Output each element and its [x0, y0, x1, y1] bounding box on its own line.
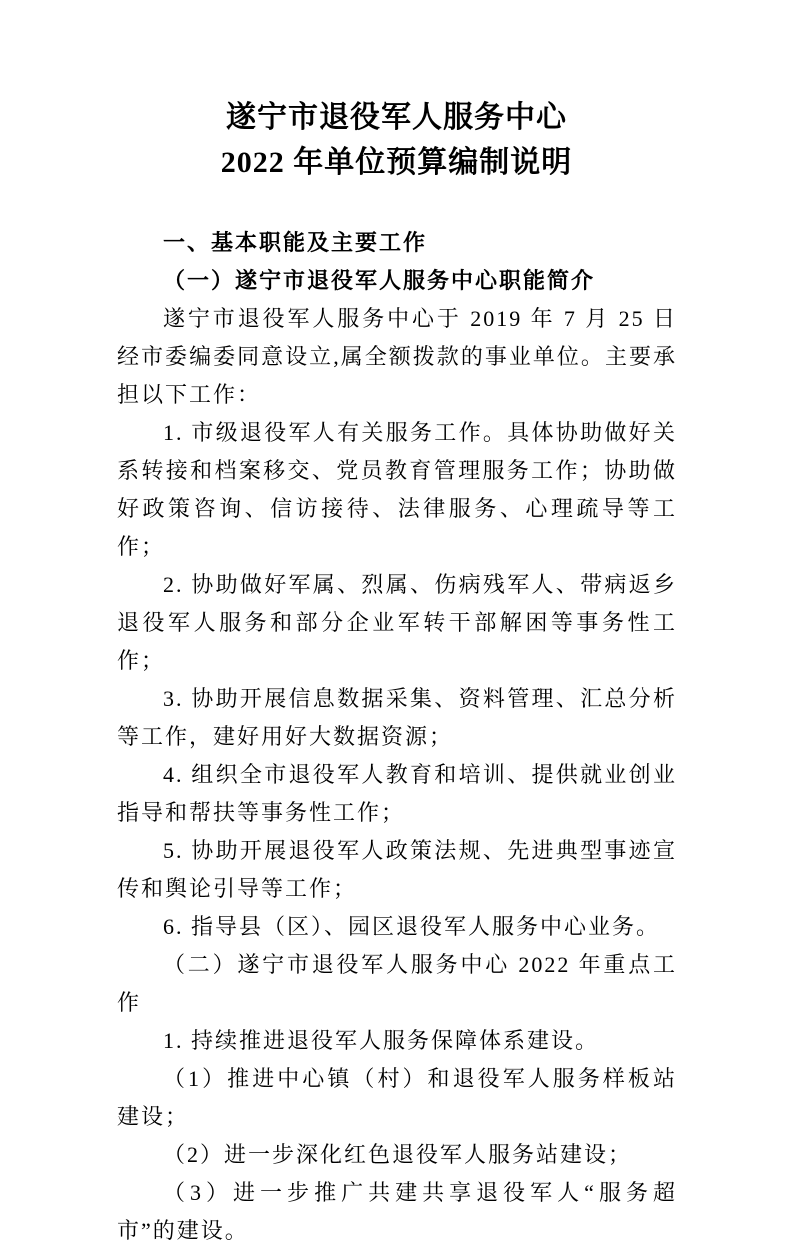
function-item-3: 3. 协助开展信息数据采集、资料管理、汇总分析等工作，建好用好大数据资源；	[117, 686, 677, 749]
document-body	[117, 224, 677, 1250]
document-title-line-1: 遂宁市退役军人服务中心	[226, 101, 567, 134]
function-item-5: 5. 协助开展退役军人政策法规、先进典型事迹宣传和舆论引导等工作；	[117, 838, 677, 901]
key-work-item-1: （1）推进中心镇（村）和退役军人服务样板站建设；	[117, 1066, 677, 1129]
document-title	[0, 95, 793, 185]
function-item-1: 1. 市级退役军人有关服务工作。具体协助做好关系转接和档案移交、党员教育管理服务工作；协助做好政策咨询、信访接待、法律服务、心理疏导等工作；	[117, 420, 677, 559]
function-item-6: 6. 指导县（区）、园区退役军人服务中心业务。	[163, 914, 661, 939]
section-heading-functions: （一）遂宁市退役军人服务中心职能简介	[163, 268, 596, 293]
key-work-lead: 1. 持续推进退役军人服务保障体系建设。	[163, 1028, 600, 1053]
section-heading-main: 一、基本职能及主要工作	[163, 230, 428, 255]
document-title-line-2: 2022 年单位预算编制说明	[220, 146, 573, 179]
function-item-4: 4. 组织全市退役军人教育和培训、提供就业创业指导和帮扶等事务性工作；	[117, 762, 677, 825]
paragraph-center-intro: 遂宁市退役军人服务中心于 2019 年 7 月 25 日经市委编委同意设立,属全额拨款的事业单位。主要承担以下工作：	[117, 306, 677, 407]
key-work-item-3: （3）进一步推广共建共享退役军人“服务超市”的建设。	[117, 1180, 677, 1243]
key-work-item-2: （2）进一步深化红色退役军人服务站建设；	[163, 1142, 633, 1167]
function-item-2: 2. 协助做好军属、烈属、伤病残军人、带病返乡退役军人服务和部分企业军转干部解困等事务性工作；	[117, 572, 677, 673]
document-page	[0, 95, 793, 1243]
section-heading-key-work: （二）遂宁市退役军人服务中心 2022 年重点工作	[117, 952, 677, 1015]
